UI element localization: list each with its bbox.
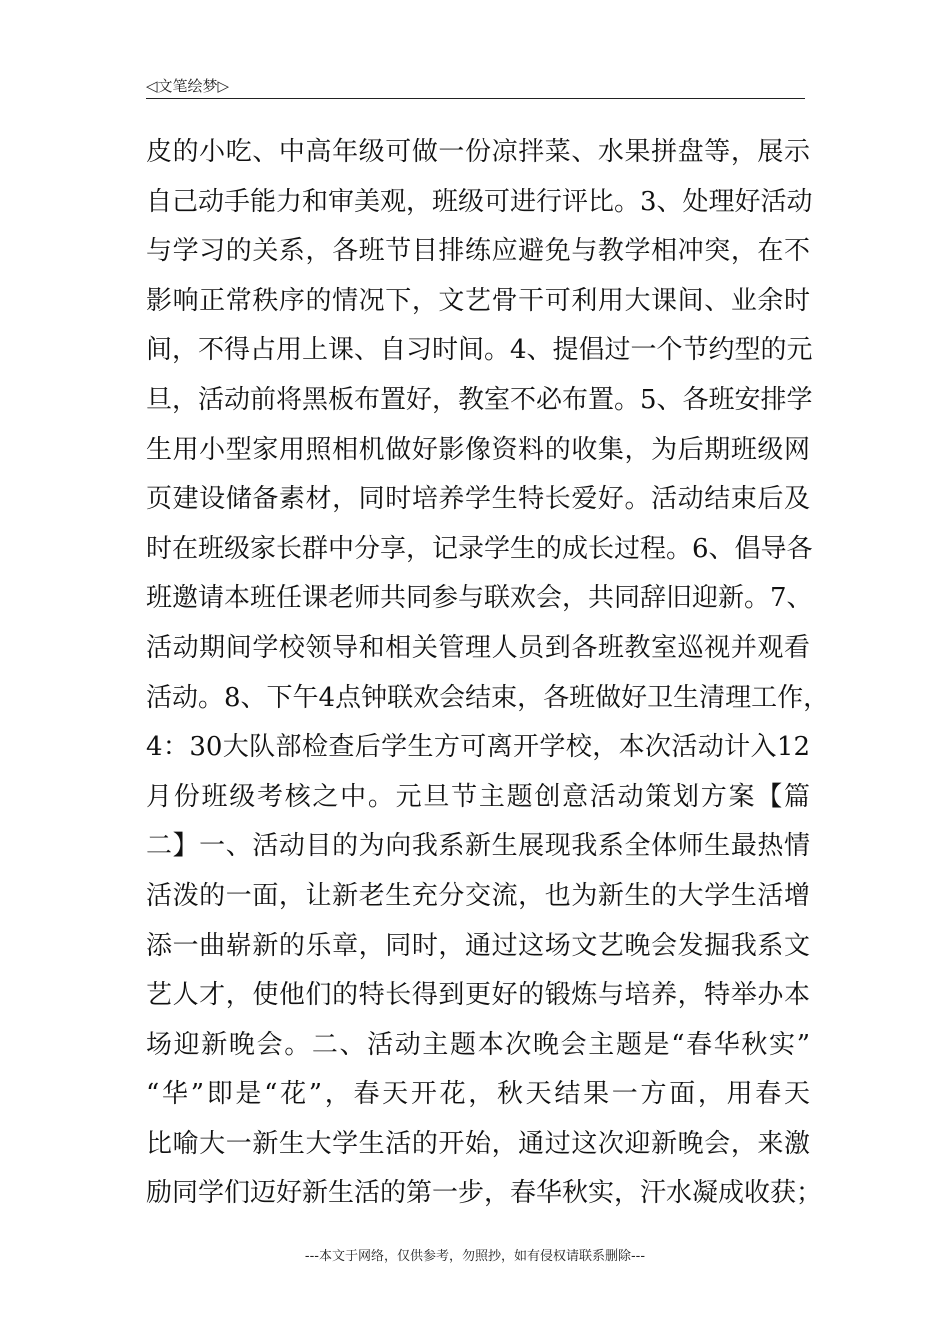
body-line: 皮的小吃、中高年级可做一份凉拌菜、水果拼盘等，展示 (146, 137, 810, 167)
document-body (146, 128, 830, 1219)
body-line: 活动期间学校领导和相关管理人员到各班教室巡视并观看 (146, 632, 810, 663)
body-line: 班邀请本班任课老师共同参与联欢会，共同辞旧迎新。7、 (146, 583, 813, 614)
body-line: 添一曲崭新的乐章，同时，通过这场文艺晚会发掘我系文 (146, 930, 810, 961)
header-title: ◁文笔绘梦▷ (146, 77, 230, 95)
body-line: 旦，活动前将黑板布置好，教室不必布置。5、各班安排学 (146, 384, 813, 415)
body-line: “华”即是“花”，春天开花，秋天结果一方面，用春天 (146, 1079, 810, 1110)
body-line: 自己动手能力和审美观，班级可进行评比。3、处理好活动 (146, 186, 813, 217)
body-line: 场迎新晚会。二、活动主题本次晚会主题是“春华秋实” (146, 1029, 810, 1060)
body-line: 生用小型家用照相机做好影像资料的收集，为后期班级网 (146, 434, 810, 465)
page-footer: ---本文于网络，仅供参考，勿照抄，如有侵权请联系删除--- (304, 1249, 646, 1264)
page-header (146, 72, 805, 99)
body-line: 活泼的一面，让新老生充分交流，也为新生的大学生活增 (146, 880, 810, 911)
body-line: 4：30大队部检查后学生方可离开学校，本次活动计入12 (146, 732, 810, 763)
body-line: 页建设储备素材，同时培养学生特长爱好。活动结束后及 (146, 484, 810, 515)
body-line: 与学习的关系，各班节目排练应避免与教学相冲突，在不 (146, 236, 810, 267)
body-line: 间，不得占用上课、自习时间。4、提倡过一个节约型的元 (146, 335, 813, 366)
body-line: 比喻大一新生大学生活的开始，通过这次迎新晚会，来激 (146, 1128, 810, 1159)
body-line: 艺人才，使他们的特长得到更好的锻炼与培养，特举办本 (146, 980, 810, 1011)
body-line: 二】一、活动目的为向我系新生展现我系全体师生最热情 (146, 831, 810, 862)
body-line: 月份班级考核之中。元旦节主题创意活动策划方案【篇 (146, 781, 810, 812)
body-line: 活动。8、下午4点钟联欢会结束，各班做好卫生清理工作， (146, 682, 830, 713)
body-line: 励同学们迈好新生活的第一步，春华秋实，汗水凝成收获； (146, 1178, 823, 1209)
body-line: 影响正常秩序的情况下，文艺骨干可利用大课间、业余时 (146, 285, 810, 316)
body-line: 时在班级家长群中分享，记录学生的成长过程。6、倡导各 (146, 533, 813, 564)
